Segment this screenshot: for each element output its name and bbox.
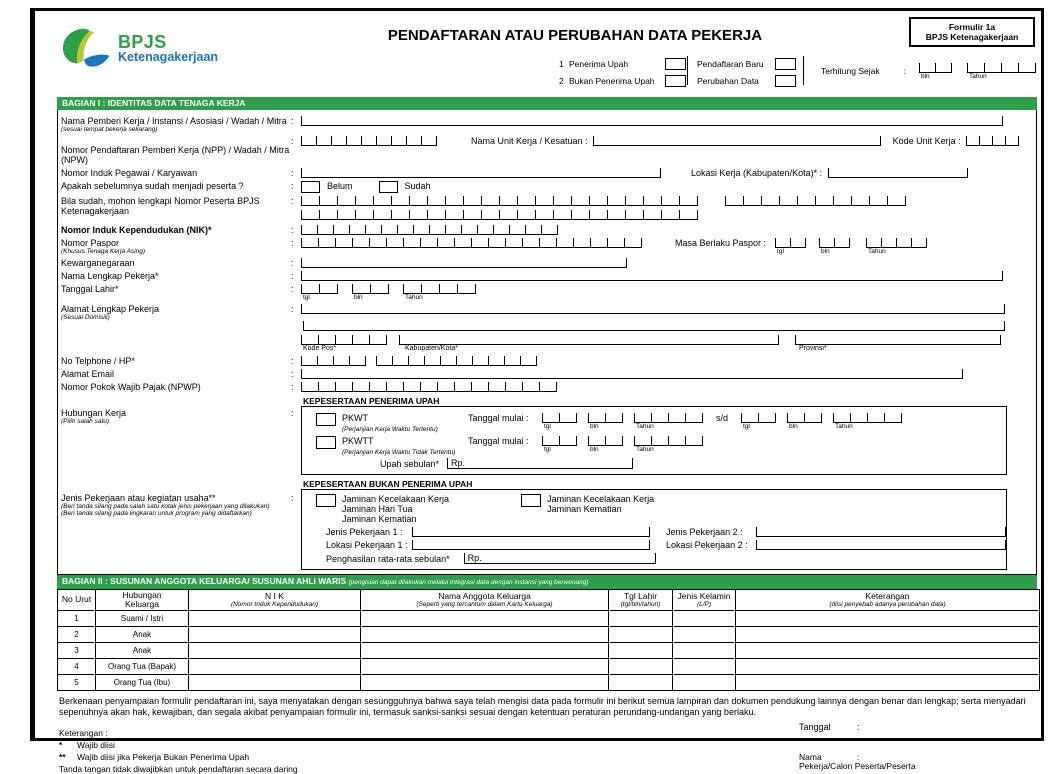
lokasi-1-input[interactable] <box>412 540 650 550</box>
field-nama-pemberi-kerja <box>58 116 1036 133</box>
col-nik-sub: (Nomor Induk Kependudukan) <box>230 601 319 609</box>
keterangan-cell[interactable] <box>736 611 1040 627</box>
jenis-1-label: Jenis Pekerjaan 1 : <box>326 527 403 537</box>
section1-fields <box>57 110 1037 575</box>
bpu-a-line3: Jaminan Kematian <box>342 514 417 524</box>
field-telepon <box>58 356 1036 366</box>
field-nomor-peserta-bpjs <box>58 196 1036 222</box>
section2-bar-note: (pengisian dapat dilakukan melalui integrasi data dengan instansi yang berwenang) <box>348 579 589 586</box>
logo-wordmark <box>118 34 218 64</box>
field-label: Hubungan Kerja <box>61 408 127 418</box>
bpu-program-a-checkbox[interactable] <box>316 494 336 507</box>
email-input[interactable] <box>301 369 963 379</box>
row-relation: Orang Tua (Bapak) <box>96 659 189 675</box>
field-label: Tanggal Lahir* <box>61 284 119 294</box>
kabupaten-kota-group[interactable]: Kabupaten/Kota* <box>399 335 779 353</box>
terhitung-colon <box>904 67 906 76</box>
family-table-header <box>58 590 1040 611</box>
field-kodepos-kab-prov <box>58 335 1036 353</box>
pkwt-mulai-tahun[interactable]: Tahun <box>634 413 703 430</box>
jenis-kelamin-cell[interactable] <box>673 611 736 627</box>
field-label: Bila sudah, mohon lengkapi Nomor Peserta BPJS Ketenagakerjaan <box>61 196 260 216</box>
pkwt-akhir-tahun[interactable]: Tahun <box>833 413 902 430</box>
field-nama-lengkap <box>58 271 1036 281</box>
perubahan-data-checkbox[interactable] <box>775 75 796 87</box>
col-no-urut: No Urut <box>61 594 92 605</box>
form-code-line1: Formulir 1a <box>948 22 996 32</box>
keterangan-cell[interactable] <box>736 675 1040 691</box>
form-code-line2: BPJS Ketenagakerjaan <box>925 32 1019 42</box>
jenis-2-input[interactable] <box>756 527 1006 537</box>
tgl-lahir-cell[interactable] <box>609 611 673 627</box>
row-number: 3 <box>58 643 96 659</box>
bpjs-logo <box>61 27 218 71</box>
option-bukan-penerima-upah: 2 Bukan Penerima Upah <box>559 75 686 87</box>
field-paspor <box>58 238 1036 255</box>
terhitung-bln-boxes <box>919 63 952 73</box>
penghasilan-row <box>302 553 1006 564</box>
terhitung-tahun-group[interactable]: Tahun <box>967 63 1036 80</box>
row-number: 2 <box>58 627 96 643</box>
pkwtt-mulai-bln[interactable]: bln <box>588 436 623 453</box>
field-hubungan-kerja <box>58 396 1036 475</box>
field-label: Nama Lengkap Pekerja* <box>61 271 159 281</box>
lahir-tgl-group[interactable]: tgl <box>301 284 338 301</box>
jenis-1-input[interactable] <box>412 527 650 537</box>
nik-input[interactable] <box>301 225 558 235</box>
pkwtt-sublabel: (Perjanjian Kerja Waktu Tidak Tertentu) <box>342 449 456 456</box>
terhitung-bln-group[interactable]: bln <box>919 63 952 80</box>
table-row <box>58 627 1040 643</box>
lokasi-2-input[interactable] <box>756 540 1006 550</box>
field-label: No Telphone / HP* <box>61 356 135 366</box>
pkwt-akhir-bln[interactable]: bln <box>787 413 822 430</box>
declaration-text: Berkenaan penyampaian formulir pendaftaran ini, saya menyatakan dengan sesungguhnya bahwa saya telah mengisi data pada formulir ini berikut semua lampiran dan dokumen pendukung lainnya dengan benar dan lengkap; serta menyadari sepenuhnya akan hak, kewajiban, dan segala akibat penyampaian formulir ini, termasuk sanksi-sanksi sesuai dengan ketentuan peraturan perundang-undangan yang berlaku. <box>59 696 1026 717</box>
keterangan-cell[interactable] <box>736 627 1040 643</box>
nik-cell[interactable] <box>189 659 361 675</box>
nik-cell[interactable] <box>189 611 361 627</box>
field-nomor-induk-pegawai <box>58 168 1036 178</box>
field-sublabel: (sesuai tempat bekerja sekarang) <box>61 126 158 133</box>
lahir-bln-group[interactable]: bln <box>352 284 389 301</box>
jenis-pekerjaan-row <box>302 527 1006 537</box>
keterangan-block: Keterangan : * Wajib diisi ** Wajib diisi jika Pekerja Bukan Penerima Upah <box>59 728 250 762</box>
logo-text-ketenagakerjaan: Ketenagakerjaan <box>118 50 219 64</box>
tanggal-mulai-label: Tanggal mulai : <box>468 413 529 423</box>
nomor-peserta-bpjs-input-1a[interactable] <box>301 196 698 206</box>
page-title: PENDAFTARAN ATAU PERUBAHAN DATA PEKERJA <box>387 27 763 44</box>
belum-label: Belum <box>327 181 353 191</box>
pkwt-label: PKWT <box>342 413 368 423</box>
tanggal-label: Tanggal <box>799 722 831 732</box>
belum-checkbox[interactable] <box>301 181 320 193</box>
sd-label: s/d <box>716 413 729 423</box>
keterangan-note-2: Wajib diisi jika Pekerja Bukan Penerima Upah <box>77 752 250 762</box>
kode-pos-group[interactable]: Kode Pos* <box>301 335 387 353</box>
table-row <box>58 659 1040 675</box>
keterangan-note-1: Wajib diisi <box>77 740 115 750</box>
pkwt-sublabel: (Perjanjian Kerja Waktu Tertentu) <box>342 426 438 433</box>
masa-tahun-group[interactable]: Tahun <box>866 238 927 255</box>
pu-box-title: KEPESERTAAN PENERIMA UPAH <box>303 396 440 406</box>
sudah-label: Sudah <box>404 181 431 191</box>
field-sublabel: (Pilih salah satu) <box>61 418 110 425</box>
field-label: Alamat Email <box>61 369 115 379</box>
section2-bar-title: BAGIAN II : SUSUNAN ANGGOTA KELUARGA/ SUSUNAN AHLI WARIS <box>62 576 347 586</box>
field-label: Kewarganegaraan <box>61 258 135 268</box>
field-label: Jenis Pekerjaan atau kegiatan usaha** <box>61 493 216 503</box>
sudah-checkbox[interactable] <box>379 181 398 193</box>
unit-kerja-input[interactable] <box>593 136 881 146</box>
lokasi-kerja-label: Lokasi Kerja (Kabupaten/Kota)* : <box>691 168 823 178</box>
masa-tgl-group[interactable]: tgl <box>775 238 806 255</box>
field-sudah-peserta <box>58 181 1036 193</box>
npwp-input[interactable] <box>301 382 557 392</box>
tgl-lahir-cell[interactable] <box>609 659 673 675</box>
col-keterangan: Keterangan <box>865 590 910 601</box>
penerima-upah-box <box>301 406 1007 475</box>
pkwtt-mulai-tahun[interactable]: Tahun <box>634 436 703 453</box>
col-tgl-lahir: Tgl Lahir <box>623 590 658 601</box>
bukan-penerima-upah-checkbox[interactable] <box>665 75 686 87</box>
upah-input[interactable]: Rp. <box>447 458 633 469</box>
col-nama-sub: (Seperti yang tercantum dalam Kartu Keluarga) <box>416 601 553 609</box>
lokasi-1-label: Lokasi Pekerjaan 1 : <box>326 540 408 550</box>
field-npp <box>58 136 1036 165</box>
bpjs-logo-icon <box>61 27 111 71</box>
tgl-lahir-cell[interactable] <box>609 627 673 643</box>
row-relation: Anak <box>96 627 189 643</box>
nomor-peserta-bpjs-input-2[interactable] <box>301 210 698 220</box>
family-table <box>57 589 1040 691</box>
pkwt-mulai-tgl[interactable]: tgl <box>542 413 577 430</box>
penghasilan-input[interactable]: Rp. <box>464 553 656 564</box>
nik-cell[interactable] <box>189 643 361 659</box>
nama-pemberi-kerja-input[interactable] <box>301 116 1003 126</box>
tanggal-field <box>799 722 860 732</box>
bpu-b-line1: Jaminan Kecelakaan Kerja <box>547 494 655 504</box>
nama-cell[interactable] <box>361 611 609 627</box>
keterangan-cell[interactable] <box>736 643 1040 659</box>
option-perubahan-data: Perubahan Data <box>697 75 796 87</box>
pkwtt-label: PKWTT <box>342 436 374 446</box>
form-code-box <box>909 17 1035 47</box>
field-npwp <box>58 382 1036 392</box>
lahir-tahun-group[interactable]: Tahun <box>403 284 476 301</box>
pkwt-row <box>302 413 1006 433</box>
field-tanggal-lahir <box>58 284 1036 301</box>
col-keterangan-sub: (diisi penyebab adanya perubahan data) <box>829 601 946 609</box>
col-tgl-lahir-sub: (tgl/bln/tahun) <box>620 601 661 609</box>
section1-bar: BAGIAN I : IDENTITAS DATA TENAGA KERJA <box>57 97 1037 110</box>
pkwtt-checkbox[interactable] <box>316 436 336 449</box>
field-label: Apakah sebelumnya sudah menjadi peserta ? <box>61 181 244 191</box>
penghasilan-label: Penghasilan rata-rata sebulan* <box>326 554 450 564</box>
table-row <box>58 675 1040 691</box>
nama-label: Nama <box>799 752 822 762</box>
terhitung-sejak-label: Terhitung Sejak <box>821 66 880 76</box>
field-jenis-pekerjaan <box>58 479 1036 570</box>
table-row <box>58 643 1040 659</box>
field-kewarganegaraan <box>58 258 1036 268</box>
field-sublabel: (Sesuai Domisili) <box>61 314 110 321</box>
section2-bar <box>57 575 1037 589</box>
penerima-upah-checkbox[interactable] <box>665 58 686 70</box>
upah-label: Upah sebulan* <box>380 459 440 469</box>
kewarganegaraan-input[interactable] <box>301 258 627 268</box>
nama-sublabel: Pekerja/Calon Peserta/Peserta <box>799 761 916 771</box>
paspor-input[interactable] <box>301 238 642 248</box>
col-nama: Nama Anggota Keluarga <box>438 590 531 601</box>
col-jenis-kelamin: Jenis Kelamin <box>677 590 731 601</box>
form-border <box>30 8 1044 774</box>
logo-text-bpjs: BPJS <box>118 32 167 52</box>
nama-cell[interactable] <box>361 675 609 691</box>
bpu-program-options <box>302 494 1006 524</box>
kode-unit-kerja-input[interactable] <box>966 136 1019 146</box>
col-nik: N I K <box>265 590 284 601</box>
field-label: Nomor Paspor <box>61 238 120 248</box>
field-sublabel-1: (Beri tanda silang pada salah satu kotak jenis pekerjaan yang dilakukan) <box>61 503 270 510</box>
table-row <box>58 611 1040 627</box>
field-sublabel-2: (Beri tanda silang pada lingkaran untuk program yang didaftarkan) <box>61 510 252 517</box>
pkwt-akhir-tgl[interactable]: tgl <box>741 413 776 430</box>
nomor-induk-pegawai-input[interactable] <box>301 168 661 178</box>
lokasi-2-label: Lokasi Pekerjaan 2 : <box>666 540 748 550</box>
row-relation: Anak <box>96 643 189 659</box>
pkwtt-mulai-tgl[interactable]: tgl <box>542 436 577 453</box>
field-sublabel: (Khusus Tenaga Kerja Asing) <box>61 248 146 255</box>
jenis-kelamin-cell[interactable] <box>673 643 736 659</box>
lokasi-pekerjaan-row <box>302 540 1006 550</box>
unit-kerja-label: Nama Unit Kerja / Kesatuan : <box>471 136 588 146</box>
upah-row <box>302 458 1006 469</box>
bpu-program-b-checkbox[interactable] <box>521 494 541 507</box>
tanggal-mulai-label: Tanggal mulai : <box>468 436 529 446</box>
row-number: 4 <box>58 659 96 675</box>
field-label: Nomor Pendaftaran Pemberi Kerja (NPP) / Wadah / Mitra (NPW) <box>61 145 290 165</box>
footer <box>57 691 1037 773</box>
telepon-input-1[interactable] <box>301 356 366 366</box>
terhitung-sejak-group <box>821 63 1036 80</box>
jenis-kelamin-cell[interactable] <box>673 675 736 691</box>
header-divider-1 <box>687 56 688 85</box>
row-number: 1 <box>58 611 96 627</box>
bukan-penerima-upah-box <box>301 489 1007 570</box>
pkwtt-row <box>302 436 1006 456</box>
keterangan-cell[interactable] <box>736 659 1040 675</box>
bpu-box-title: KEPESERTAAN BUKAN PENERIMA UPAH <box>303 479 473 489</box>
col-jenis-kelamin-sub: (L/P) <box>696 601 712 609</box>
field-nik <box>58 225 1036 235</box>
jenis-kelamin-cell[interactable] <box>673 627 736 643</box>
field-alamat <box>58 304 1036 333</box>
telepon-input-2[interactable] <box>376 356 537 366</box>
field-label: Alamat Lengkap Pekerja <box>61 304 160 314</box>
nik-cell[interactable] <box>189 675 361 691</box>
provinsi-group[interactable]: Provinsi* <box>795 335 1001 353</box>
field-email <box>58 369 1036 379</box>
terhitung-tahun-boxes <box>967 63 1036 73</box>
daring-note: Tanda tangan tidak diwajibkan untuk pendaftaran secara daring <box>59 764 298 774</box>
nomor-peserta-bpjs-input-1b[interactable] <box>725 196 906 206</box>
masa-bln-group[interactable]: bln <box>819 238 850 255</box>
npp-input[interactable] <box>301 136 437 146</box>
alamat-input-2[interactable] <box>303 321 1005 331</box>
jenis-kelamin-cell[interactable] <box>673 659 736 675</box>
header <box>35 11 1041 97</box>
option-penerima-upah: 1 Penerima Upah <box>559 58 686 70</box>
jenis-2-label: Jenis Pekerjaan 2 : <box>666 527 743 537</box>
row-relation: Orang Tua (Ibu) <box>96 675 189 691</box>
nama-cell[interactable] <box>361 643 609 659</box>
field-label: Nomor Induk Kependudukan (NIK)* <box>61 225 212 235</box>
masa-berlaku-label: Masa Berlaku Paspor : <box>675 238 767 248</box>
col-hubungan: Hubungan Keluarga <box>122 589 162 609</box>
row-number: 5 <box>58 675 96 691</box>
nama-lengkap-input[interactable] <box>301 271 1003 281</box>
nama-cell[interactable] <box>361 627 609 643</box>
bpu-b-line2: Jaminan Kematian <box>547 504 622 514</box>
field-label: Nomor Pokok Wajib Pajak (NPWP) <box>61 382 201 392</box>
tgl-lahir-cell[interactable] <box>609 643 673 659</box>
keterangan-label: Keterangan : <box>59 728 108 738</box>
bpu-a-line2: Jaminan Hari Tua <box>342 504 413 514</box>
field-label: Nomor Induk Pegawai / Karyawan <box>61 168 198 178</box>
header-divider-2 <box>803 56 804 85</box>
pkwt-checkbox[interactable] <box>316 413 336 426</box>
row-relation: Suami / Istri <box>96 611 189 627</box>
bpu-a-line1: Jaminan Kecelakaan Kerja <box>342 494 450 504</box>
option-pendaftaran-baru: Pendaftaran Baru <box>697 58 796 70</box>
pkwt-mulai-bln[interactable]: bln <box>588 413 623 430</box>
alamat-input-1[interactable] <box>301 304 1005 314</box>
nik-cell[interactable] <box>189 627 361 643</box>
nama-cell[interactable] <box>361 659 609 675</box>
field-label: Nama Pemberi Kerja / Instansi / Asosiasi / Wadah / Mitra <box>61 116 287 126</box>
lokasi-kerja-input[interactable] <box>828 168 968 178</box>
nama-peserta-block <box>799 753 916 771</box>
pendaftaran-baru-checkbox[interactable] <box>775 58 796 70</box>
tgl-lahir-cell[interactable] <box>609 675 673 691</box>
kode-unit-kerja-label: Kode Unit Kerja : <box>892 136 961 146</box>
